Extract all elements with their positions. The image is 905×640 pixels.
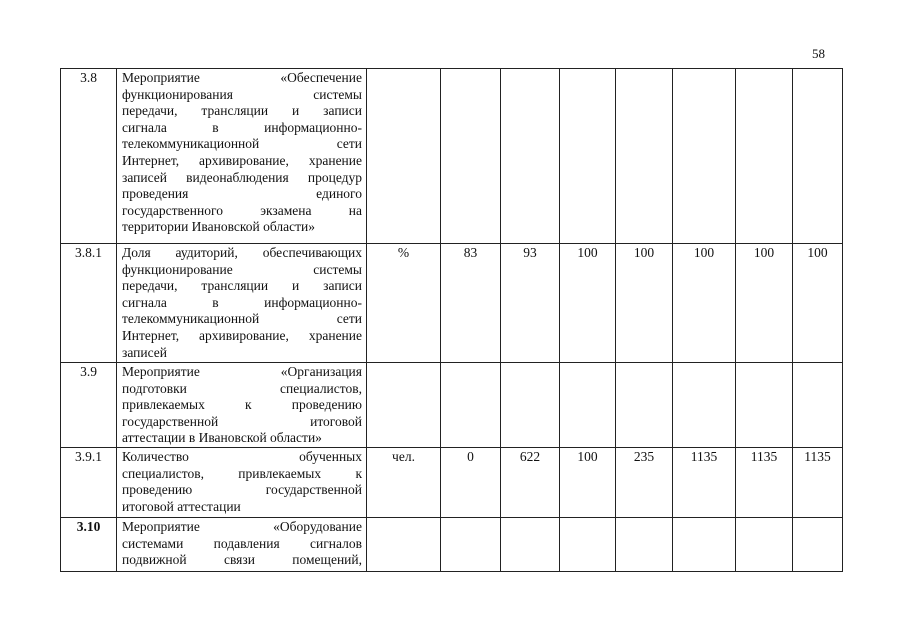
row-description [117,69,367,244]
row-number: 3.10 [61,518,117,572]
description-line: аттестации в Ивановской области» [122,430,322,446]
description-line: подготовки специалистов, [122,380,362,396]
description-line: Интернет, архивирование, хранение [122,327,362,343]
description-line: подвижной связи помещений, [122,552,362,568]
description-line: проведению государственной [122,482,362,498]
table-row [61,69,843,244]
value-cell [441,518,501,572]
value-cell: 1135 [673,448,736,518]
value-cell: 1135 [793,448,843,518]
description-line: системами подавления сигналов [122,535,362,551]
description-line: функционирование системы [122,261,362,277]
value-cell [501,363,560,448]
value-cell [560,518,616,572]
value-cell [441,363,501,448]
table-row [61,518,843,572]
value-cell: 0 [441,448,501,518]
value-cell [616,69,673,244]
description-line: Количество обученных [122,449,362,464]
description-line: Мероприятие «Оборудование [122,519,362,534]
value-cell: 93 [501,244,560,363]
description-line: Мероприятие «Организация [122,364,362,379]
table-row [61,244,843,363]
table-row [61,363,843,448]
value-cell [793,363,843,448]
value-cell: 100 [736,244,793,363]
value-cell [736,363,793,448]
unit-cell [367,69,441,244]
description-line: государственного экзамена на [122,202,362,218]
description-line: сигнала в информационно- [122,119,362,135]
unit-cell [367,363,441,448]
row-description [117,244,367,363]
description-line: Интернет, архивирование, хранение [122,152,362,168]
description-line: проведения единого [122,186,362,202]
value-cell: 83 [441,244,501,363]
row-number: 3.8.1 [61,244,117,363]
value-cell [673,518,736,572]
row-number: 3.9 [61,363,117,448]
value-cell [501,69,560,244]
page-number: 58 [812,46,825,61]
description-line: специалистов, привлекаемых к [122,465,362,481]
value-cell [736,518,793,572]
row-description [117,363,367,448]
description-line: Доля аудиторий, обеспечивающих [122,245,362,260]
description-line: функционирования системы [122,86,362,102]
row-number: 3.8 [61,69,117,244]
value-cell: 622 [501,448,560,518]
description-line: записей видеонаблюдения процедур [122,169,362,185]
value-cell [736,69,793,244]
description-line: итоговой аттестации [122,498,241,514]
value-cell [793,518,843,572]
value-cell [616,363,673,448]
description-line: передачи, трансляции и записи [122,103,362,119]
value-cell: 100 [616,244,673,363]
row-number: 3.9.1 [61,448,117,518]
value-cell [616,518,673,572]
table-row [61,448,843,518]
description-line: записей [122,344,167,360]
value-cell: 100 [673,244,736,363]
value-cell [501,518,560,572]
unit-cell: чел. [367,448,441,518]
row-description [117,518,367,572]
row-description [117,448,367,518]
description-line: телекоммуникационной сети [122,311,362,327]
value-cell [793,69,843,244]
value-cell: 1135 [736,448,793,518]
description-line: телекоммуникационной сети [122,136,362,152]
description-line: Мероприятие «Обеспечение [122,70,362,85]
description-line: передачи, трансляции и записи [122,278,362,294]
description-line: территории Ивановской области» [122,219,315,235]
description-line: сигнала в информационно- [122,294,362,310]
value-cell: 100 [560,448,616,518]
value-cell [673,363,736,448]
value-cell [560,363,616,448]
value-cell [441,69,501,244]
value-cell: 235 [616,448,673,518]
value-cell: 100 [560,244,616,363]
unit-cell: % [367,244,441,363]
value-cell [560,69,616,244]
value-cell [673,69,736,244]
unit-cell [367,518,441,572]
description-line: привлекаемых к проведению [122,397,362,413]
indicators-table [60,68,843,572]
value-cell: 100 [793,244,843,363]
description-line: государственной итоговой [122,413,362,429]
